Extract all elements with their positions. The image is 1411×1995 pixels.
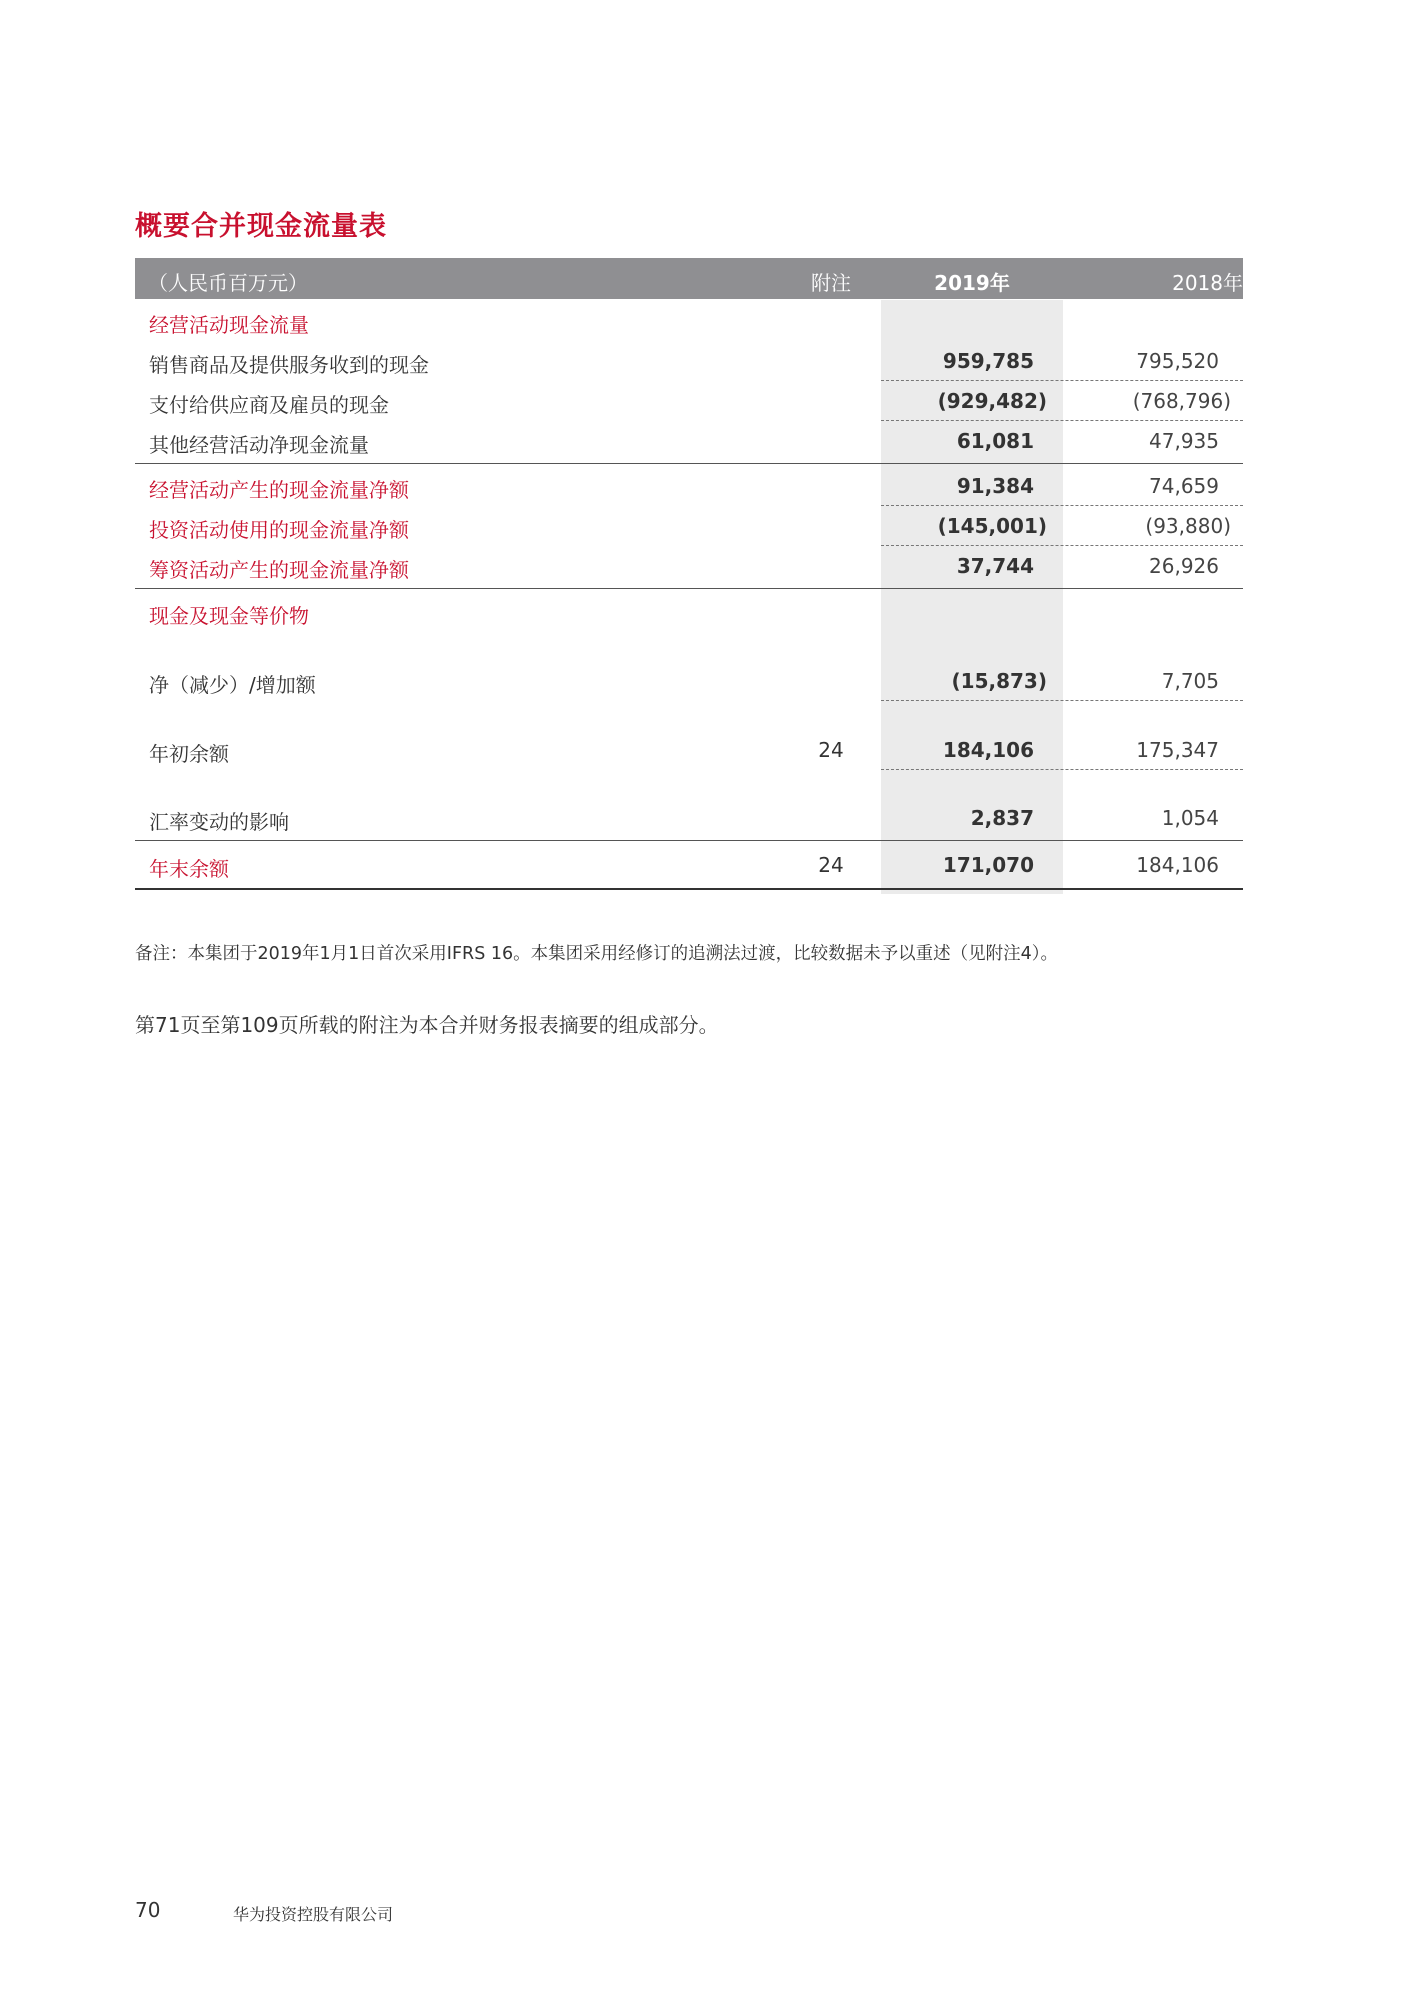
value-2018: (768,796) xyxy=(1132,389,1231,413)
section-divider xyxy=(135,840,1243,841)
row-label: 现金及现金等价物 xyxy=(149,604,309,628)
value-2018: 175,347 xyxy=(1136,738,1219,762)
row-divider xyxy=(881,380,1243,381)
row-label: 年末余额 xyxy=(149,857,229,881)
table-bottom-rule xyxy=(135,888,1243,890)
page-title: 概要合并现金流量表 xyxy=(135,211,387,242)
value-2018: 74,659 xyxy=(1149,474,1219,498)
header-unit-label: （人民币百万元） xyxy=(148,271,308,295)
row-note: 24 xyxy=(818,738,844,762)
value-2019: 2,837 xyxy=(970,806,1034,830)
row-divider xyxy=(881,545,1243,546)
row-divider xyxy=(881,420,1243,421)
value-2018: (93,880) xyxy=(1145,514,1231,538)
company-name: 华为投资控股有限公司 xyxy=(233,1905,394,1924)
value-2019: 184,106 xyxy=(942,738,1034,762)
footnote: 第71页至第109页所载的附注为本合并财务报表摘要的组成部分。 xyxy=(135,1013,719,1037)
row-label: 汇率变动的影响 xyxy=(149,810,289,834)
cash-flow-table xyxy=(135,258,1243,894)
row-divider xyxy=(881,700,1243,701)
remark-note: 备注：本集团于2019年1月1日首次采用IFRS 16。本集团采用经修订的追溯法过渡，比较数据未予以重述（见附注4）。 xyxy=(135,944,1059,964)
header-note: 附注 xyxy=(811,271,851,295)
value-2018: 47,935 xyxy=(1149,429,1219,453)
value-2018: 184,106 xyxy=(1136,853,1219,877)
section-divider xyxy=(135,588,1243,589)
value-2019: (145,001) xyxy=(937,514,1047,538)
value-2018: 7,705 xyxy=(1161,669,1219,693)
row-divider xyxy=(881,505,1243,506)
table-header xyxy=(135,258,1243,299)
row-label: 经营活动产生的现金流量净额 xyxy=(149,478,409,502)
value-2019: 959,785 xyxy=(942,349,1034,373)
value-2019: (15,873) xyxy=(951,669,1047,693)
value-2018: 1,054 xyxy=(1161,806,1219,830)
value-2018: 795,520 xyxy=(1136,349,1219,373)
row-label: 年初余额 xyxy=(149,742,229,766)
row-label: 投资活动使用的现金流量净额 xyxy=(149,518,409,542)
value-2018: 26,926 xyxy=(1149,554,1219,578)
row-note: 24 xyxy=(818,853,844,877)
value-2019: 37,744 xyxy=(956,554,1034,578)
section-divider xyxy=(135,463,1243,464)
header-year-2019: 2019年 xyxy=(934,271,1010,295)
row-divider xyxy=(881,769,1243,770)
value-2019: 171,070 xyxy=(942,853,1034,877)
row-label: 净（减少）/增加额 xyxy=(149,673,316,697)
value-2019: 61,081 xyxy=(956,429,1034,453)
header-year-2018: 2018年 xyxy=(1172,271,1243,295)
page-number: 70 xyxy=(135,1898,161,1922)
row-label: 其他经营活动净现金流量 xyxy=(149,433,369,457)
value-2019: (929,482) xyxy=(937,389,1047,413)
row-label: 销售商品及提供服务收到的现金 xyxy=(149,353,429,377)
row-label: 筹资活动产生的现金流量净额 xyxy=(149,558,409,582)
value-2019: 91,384 xyxy=(956,474,1034,498)
row-label: 支付给供应商及雇员的现金 xyxy=(149,393,389,417)
row-label: 经营活动现金流量 xyxy=(149,313,309,337)
